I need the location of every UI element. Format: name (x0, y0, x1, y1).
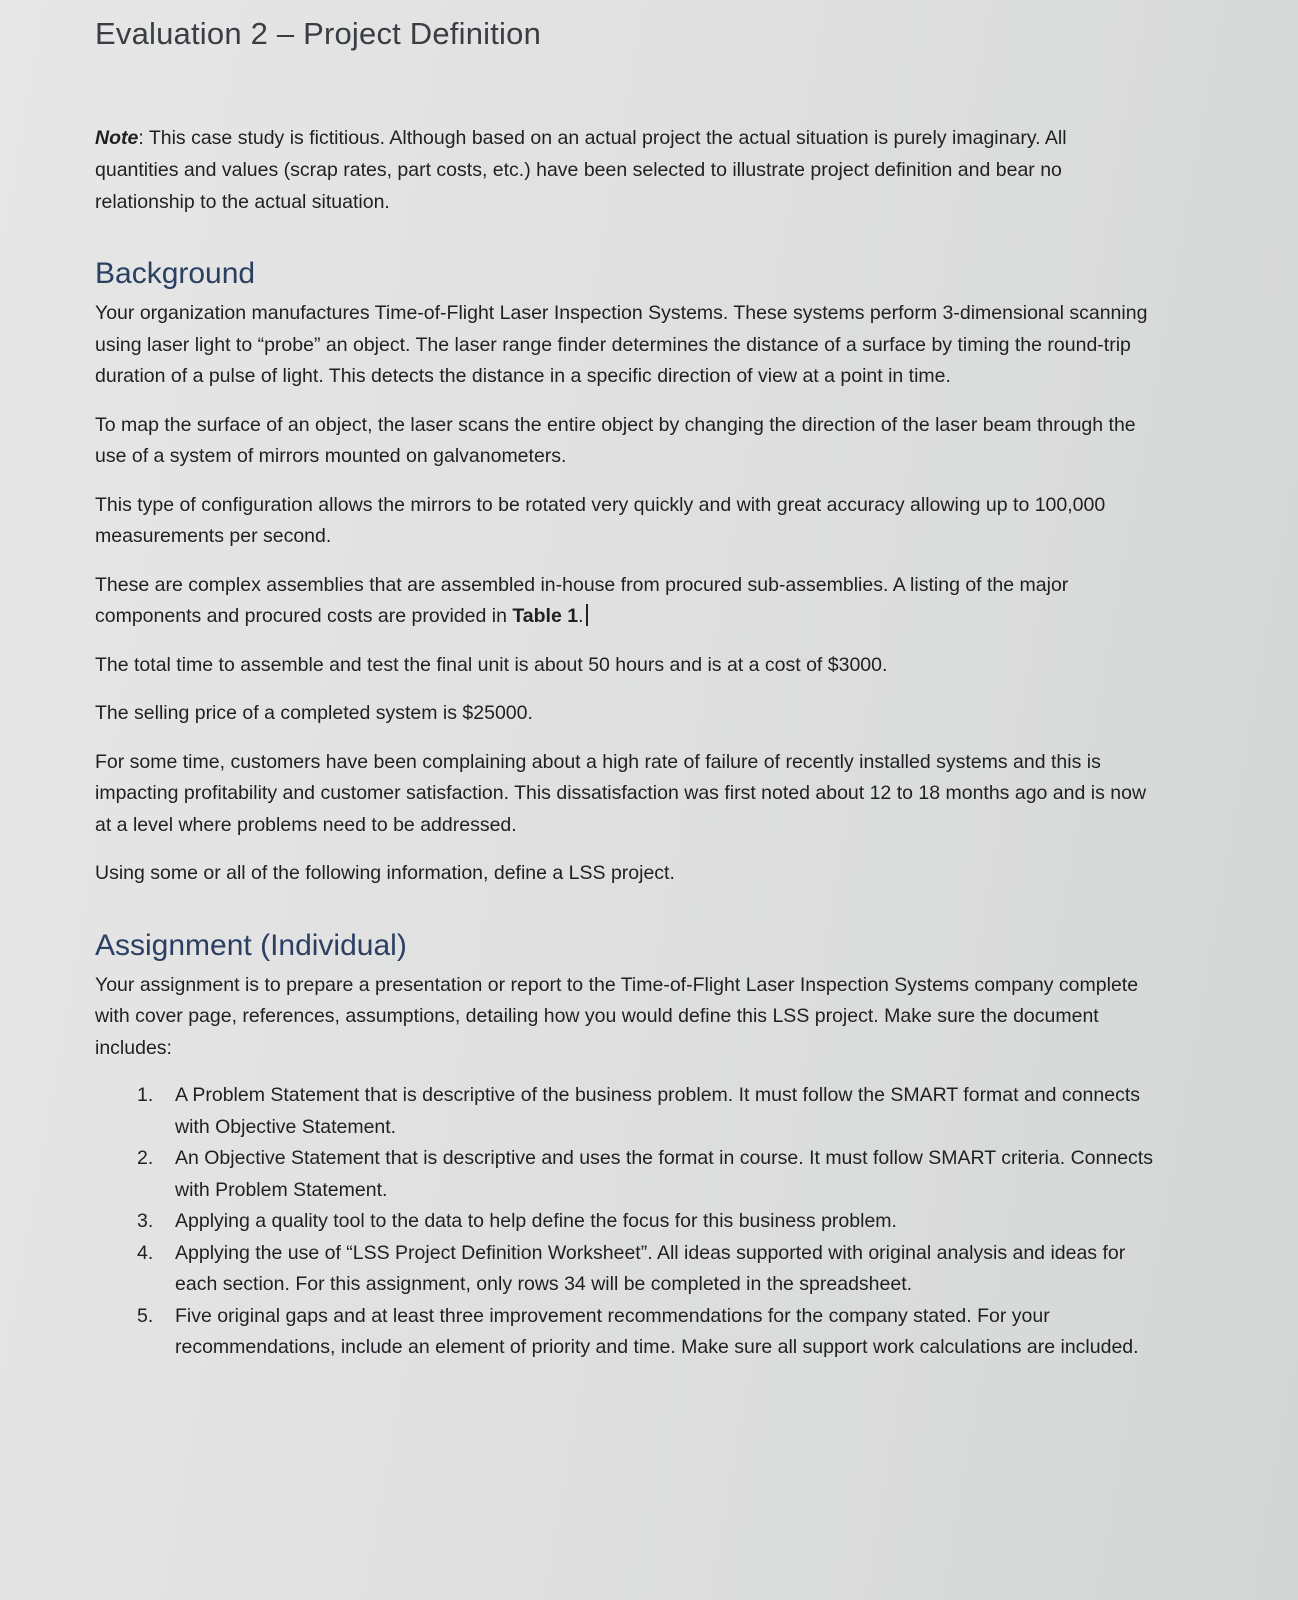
list-item-text: Five original gaps and at least three improvement recommendations for the company stated. For your recommendations, include an element of priority and time. Make sure all support work calculations are included. (175, 1304, 1139, 1358)
list-item (95, 1301, 1155, 1364)
table-ref-text: These are complex assemblies that are assembled in-house from procured sub-assemblies. A listing of the major components and procured costs are provided in (95, 573, 1069, 627)
list-item (95, 1238, 1155, 1301)
note-text: : This case study is fictitious. Although based on an actual project the actual situation is purely imaginary. All quantities and values (scrap rates, part costs, etc.) have been selected to illustrate project definition and bear no relationship to the actual situation. (95, 127, 1067, 213)
list-item-number: 1. (137, 1084, 154, 1106)
page-title: Evaluation 2 – Project Definition (95, 16, 542, 51)
note-label: Note (95, 127, 139, 149)
list-item (95, 1206, 1155, 1238)
table-ref-period: . (578, 605, 584, 627)
background-heading: Background (95, 257, 256, 290)
background-paragraph: To map the surface of an object, the laser scans the entire object by changing the direction of the laser beam through the use of a system of mirrors mounted on galvanometers. (95, 413, 1136, 467)
text-cursor (586, 604, 588, 626)
assignment-heading: Assignment (Individual) (95, 928, 407, 962)
list-item-text: An Objective Statement that is descriptive and uses the format in course. It must follow SMART criteria. Connects with Problem Statement. (175, 1147, 1153, 1201)
background-paragraph: Your organization manufactures Time-of-Flight Laser Inspection Systems. These systems perform 3-dimensional scanning using laser light to “probe” an object. The laser range finder determines the distance of a surface by timing the round-trip duration of a pulse of light. This detects the distance in a specific direction of view at a point in time. (95, 302, 1148, 387)
list-item-text: A Problem Statement that is descriptive of the business problem. It must follow the SMART format and connects with Objective Statement. (175, 1084, 1140, 1138)
list-item-number: 5. (137, 1304, 154, 1327)
assignment-intro: Your assignment is to prepare a presentation or report to the Time-of-Flight Laser Inspection Systems company complete with cover page, references, assumptions, detailing how you would define this LSS project. Make sure the document includes: (95, 973, 1139, 1059)
assignment-section (95, 970, 1155, 1364)
background-section (95, 298, 1155, 890)
list-item-number: 2. (137, 1147, 154, 1169)
disclaimer-note (95, 122, 1155, 218)
list-item-text: Applying the use of “LSS Project Definition Worksheet”. All ideas supported with original analysis and ideas for each section. For this assignment, only rows 34 will be completed in the spreadsheet. (175, 1241, 1126, 1295)
complaints-paragraph: For some time, customers have been complaining about a high rate of failure of recently installed systems and this is impacting profitability and customer satisfaction. This dissatisfaction was first noted about 12 to 18 months ago and is now at a level where problems need to be addressed. (95, 750, 1147, 836)
list-item-number: 3. (137, 1210, 154, 1232)
assembly-cost-paragraph: The total time to assemble and test the final unit is about 50 hours and is at a cost of $3000. (95, 653, 888, 676)
table-ref-link: Table 1 (512, 605, 579, 627)
list-item-number: 4. (137, 1241, 154, 1264)
background-paragraph: This type of configuration allows the mirrors to be rotated very quickly and with great accuracy allowing up to 100,000 measurements per second. (95, 493, 1106, 547)
instruction-paragraph: Using some or all of the following information, define a LSS project. (95, 862, 675, 884)
table-reference-paragraph (95, 570, 1155, 633)
list-item (95, 1080, 1155, 1143)
document-content (95, 14, 1155, 1364)
list-item-text: Applying a quality tool to the data to help define the focus for this business problem. (175, 1210, 897, 1232)
requirements-list (95, 1080, 1155, 1364)
selling-price-paragraph: The selling price of a completed system is $25000. (95, 702, 533, 724)
list-item (95, 1143, 1155, 1206)
